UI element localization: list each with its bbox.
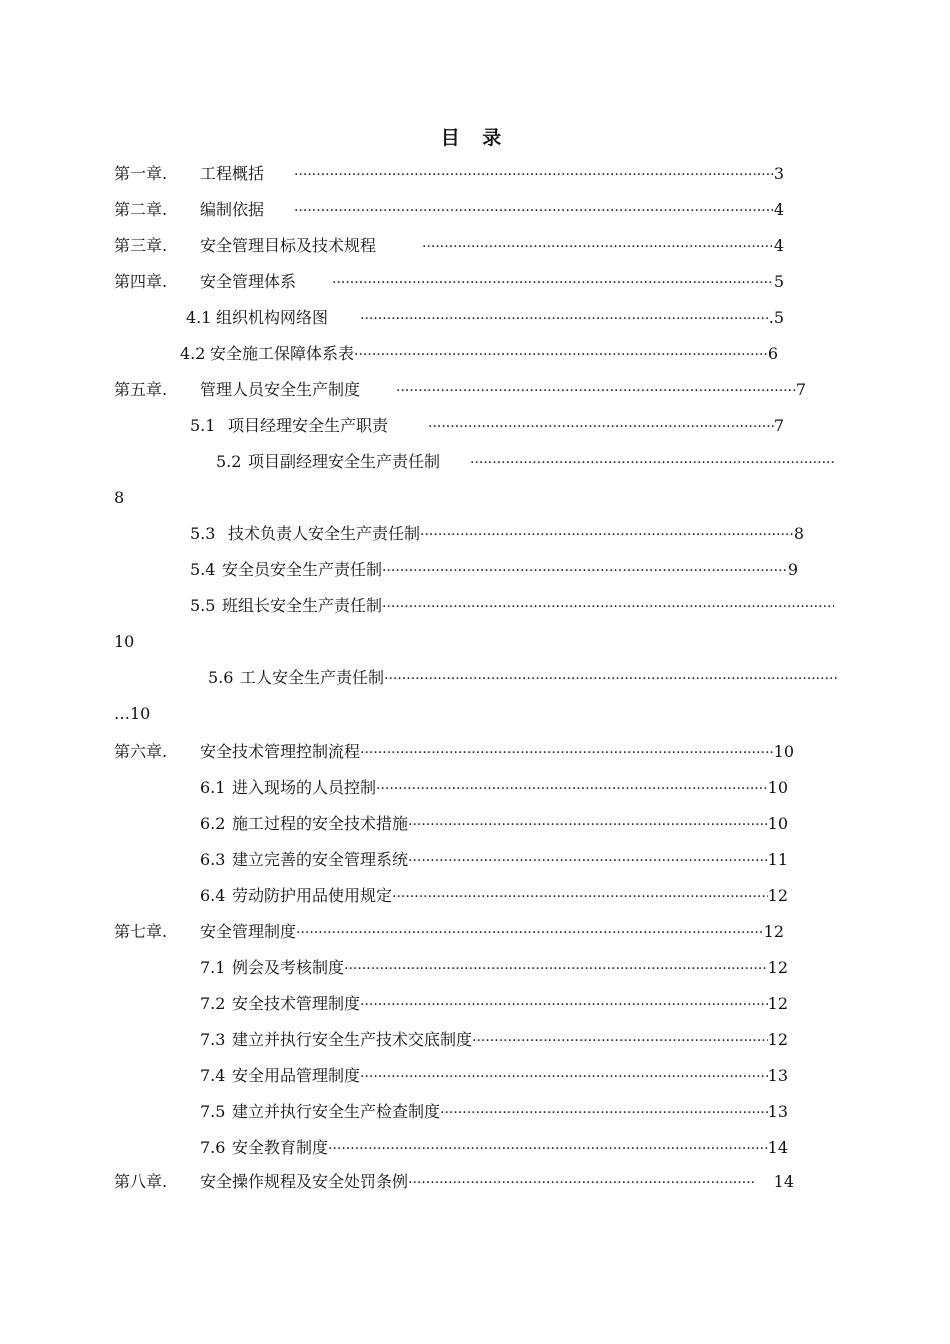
toc-chapter-number: 第八章. — [114, 1172, 168, 1191]
toc-dot-leader — [382, 595, 834, 618]
toc-page-number: 6 — [767, 344, 778, 363]
toc-dot-leader — [428, 415, 774, 438]
toc-section-number: 6.4 — [200, 886, 226, 905]
toc-page-number: 12 — [767, 886, 788, 905]
toc-dot-leader — [472, 1029, 768, 1052]
toc-entry[interactable] — [114, 270, 784, 294]
toc-section-number: 7.4 — [200, 1066, 226, 1085]
toc-chapter-number: 第二章. — [114, 200, 168, 219]
toc-entry-title: 进入现场的人员控制 — [232, 778, 377, 797]
toc-entry[interactable] — [200, 884, 788, 908]
toc-page-number: 12 — [767, 1030, 788, 1049]
toc-entry[interactable] — [114, 920, 784, 944]
toc-entry[interactable] — [190, 558, 798, 582]
toc-dot-leader — [360, 1065, 768, 1088]
toc-dot-leader — [332, 271, 774, 294]
toc-page-number: 4 — [773, 236, 784, 255]
toc-section-number: 7.3 — [200, 1030, 226, 1049]
toc-page-number: 10 — [767, 778, 788, 797]
toc-entry[interactable] — [114, 162, 784, 186]
toc-section-number: 7.5 — [200, 1102, 226, 1121]
toc-page-number: 8 — [114, 488, 125, 507]
toc-dot-leader — [440, 1101, 768, 1124]
toc-page-number: 7 — [773, 416, 784, 435]
toc-dot-leader — [420, 523, 794, 546]
toc-entry-title: 安全技术管理控制流程 — [200, 742, 361, 761]
toc-entry[interactable] — [200, 1028, 788, 1052]
toc-entry-title: 施工过程的安全技术措施 — [232, 814, 409, 833]
toc-entry-title: 管理人员安全生产制度 — [200, 380, 361, 399]
toc-dot-leader — [294, 163, 774, 186]
toc-page-number: 5 — [773, 272, 784, 291]
toc-dot-leader — [354, 343, 768, 366]
toc-page-number: 9 — [787, 560, 798, 579]
toc-entry-title: 工程概括 — [200, 164, 265, 183]
toc-section-number: 6.2 — [200, 814, 226, 833]
toc-entry-title: 项目经理安全生产职责 — [228, 416, 389, 435]
toc-entry-title: 项目副经理安全生产责任制 — [248, 452, 441, 471]
toc-page-number: 12 — [767, 958, 788, 977]
toc-entry-title: 安全施工保障体系表 — [210, 344, 355, 363]
toc-entry[interactable] — [200, 992, 788, 1016]
toc-section-number: 5.1 — [190, 416, 216, 435]
toc-section-number: 4.2 — [180, 344, 206, 363]
toc-entry-title: 劳动防护用品使用规定 — [232, 886, 393, 905]
toc-entry-title: 例会及考核制度 — [232, 958, 345, 977]
toc-entry-title: 安全教育制度 — [232, 1138, 329, 1157]
toc-entry[interactable] — [190, 414, 784, 438]
toc-entry-title: 安全员安全生产责任制 — [222, 560, 383, 579]
toc-section-number: 5.3 — [190, 524, 216, 543]
toc-entry-title: 班组长安全生产责任制 — [222, 596, 383, 615]
toc-dot-leader — [328, 1137, 768, 1160]
toc-entry[interactable] — [200, 776, 788, 800]
toc-dot-leader — [396, 379, 796, 402]
toc-page-number: 10 — [114, 632, 135, 651]
toc-page-number: 3 — [773, 164, 784, 183]
toc-section-number: 5.6 — [208, 668, 234, 687]
toc-entry-title: 组织机构网络图 — [216, 308, 329, 327]
toc-page-number: 8 — [793, 524, 804, 543]
toc-section-number: 5.2 — [216, 452, 242, 471]
toc-entry[interactable] — [114, 378, 806, 402]
toc-page-number: 10 — [767, 814, 788, 833]
toc-entry-title: 安全管理目标及技术规程 — [200, 236, 377, 255]
toc-dot-leader — [470, 451, 836, 474]
toc-dot-leader — [408, 849, 768, 872]
toc-entry[interactable] — [114, 740, 794, 764]
toc-entry[interactable] — [114, 234, 784, 258]
toc-entry-title: 安全用品管理制度 — [232, 1066, 361, 1085]
toc-page-number: 14 — [773, 1172, 794, 1191]
toc-entry-title: 工人安全生产责任制 — [240, 668, 385, 687]
toc-chapter-number: 第七章. — [114, 922, 168, 941]
toc-chapter-number: 第五章. — [114, 380, 168, 399]
toc-entry-title: 安全管理制度 — [200, 922, 297, 941]
toc-dot-leader — [408, 813, 768, 836]
toc-entry[interactable] — [200, 956, 788, 980]
toc-entry-title: 安全管理体系 — [200, 272, 297, 291]
toc-page-number: 14 — [767, 1138, 788, 1157]
toc-entry[interactable] — [200, 812, 788, 836]
toc-page-number: 12 — [763, 922, 784, 941]
toc-entry-title: 建立并执行安全生产检查制度 — [232, 1102, 441, 1121]
toc-entry[interactable] — [200, 1064, 788, 1088]
toc-entry[interactable] — [200, 848, 788, 872]
toc-entry[interactable] — [186, 306, 784, 330]
toc-entry-title: 安全操作规程及安全处罚条例 — [200, 1172, 409, 1191]
toc-dot-leader — [360, 741, 774, 764]
toc-entry[interactable] — [180, 342, 778, 366]
toc-section-number: 7.6 — [200, 1138, 226, 1157]
toc-section-number: 7.2 — [200, 994, 226, 1013]
toc-entry[interactable] — [190, 522, 804, 546]
toc-entry-title: 安全技术管理制度 — [232, 994, 361, 1013]
toc-chapter-number: 第四章. — [114, 272, 168, 291]
toc-section-number: 5.5 — [190, 596, 216, 615]
toc-section-number: 4.1 — [186, 308, 212, 327]
toc-chapter-number: 第三章. — [114, 236, 168, 255]
toc-entry[interactable] — [200, 1136, 788, 1160]
toc-dot-leader — [344, 957, 768, 980]
toc-page-number: 13 — [767, 1102, 788, 1121]
toc-entry[interactable] — [216, 450, 836, 474]
toc-section-number: 5.4 — [190, 560, 216, 579]
toc-dot-leader — [408, 1171, 754, 1194]
toc-entry[interactable] — [114, 198, 784, 222]
toc-entry-title: 编制依据 — [200, 200, 265, 219]
page-title: 目 录 — [440, 127, 510, 149]
toc-dot-leader — [422, 235, 774, 258]
toc-dot-leader — [376, 777, 768, 800]
toc-entry[interactable] — [208, 666, 838, 690]
toc-page-number: …10 — [114, 704, 151, 723]
toc-page-number: 7 — [795, 380, 806, 399]
toc-entry[interactable] — [114, 1170, 794, 1194]
toc-dot-leader — [392, 885, 768, 908]
toc-page-number: 10 — [773, 742, 794, 761]
toc-chapter-number: 第一章. — [114, 164, 168, 183]
toc-entry[interactable] — [190, 594, 834, 618]
toc-entry-title: 建立并执行安全生产技术交底制度 — [232, 1030, 473, 1049]
toc-section-number: 7.1 — [200, 958, 226, 977]
toc-section-number: 6.1 — [200, 778, 226, 797]
toc-page-number: 12 — [767, 994, 788, 1013]
toc-dot-leader — [296, 921, 764, 944]
toc-page-number: .5 — [768, 308, 784, 327]
toc-section-number: 6.3 — [200, 850, 226, 869]
toc-dot-leader — [360, 993, 768, 1016]
toc-dot-leader — [360, 307, 769, 330]
toc-page-number: 11 — [767, 850, 788, 869]
toc-dot-leader — [294, 199, 774, 222]
toc-entry-title: 技术负责人安全生产责任制 — [228, 524, 421, 543]
toc-dot-leader — [384, 667, 838, 690]
toc-dot-leader — [382, 559, 788, 582]
toc-entry[interactable] — [200, 1100, 788, 1124]
toc-chapter-number: 第六章. — [114, 742, 168, 761]
toc-page-number: 13 — [767, 1066, 788, 1085]
toc-page-number: 4 — [773, 200, 784, 219]
toc-entry-title: 建立完善的安全管理系统 — [232, 850, 409, 869]
